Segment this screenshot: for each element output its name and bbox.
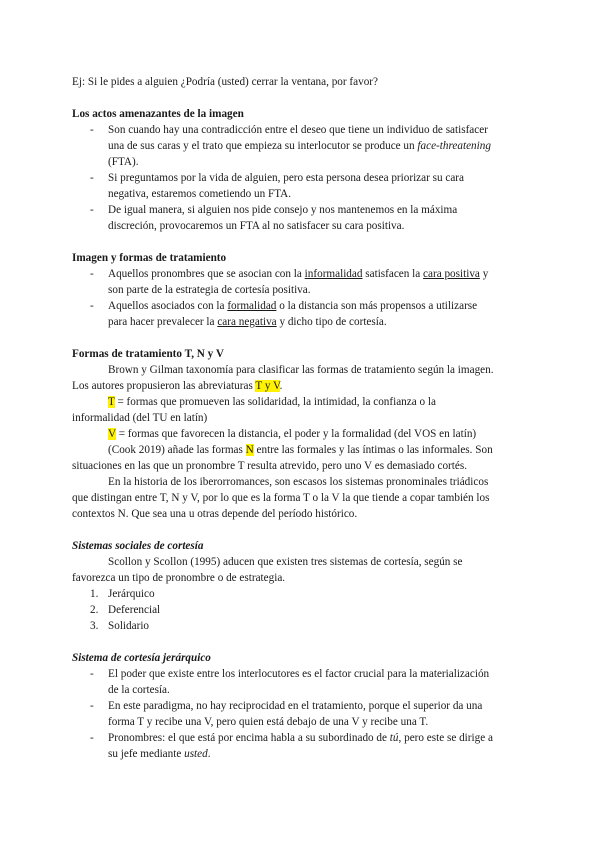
sec4-p1-line1: Scollon y Scollon (1995) aducen que existen tres sistemas de cortesía, según se [108, 556, 463, 568]
sec1-bullet3-line1: De igual manera, si alguien nos pide consejo y nos mantenemos en la máxima [108, 204, 458, 216]
sec2-bullet2-line1: Aquellos asociados con la formalidad o la distancia son más propensos a utilizarse [108, 300, 478, 312]
term-face-threatening: face-threatening [417, 140, 491, 152]
sec1-bullet1-line3: (FTA). [108, 156, 139, 168]
sec5-bullet2-line1: En este paradigma, no hay reciprocidad en el tratamiento, porque el superior da una [108, 700, 483, 712]
bullet-dash: - [90, 204, 94, 216]
bullet-dash: - [90, 268, 94, 280]
underlined-cara-positiva: cara positiva [423, 268, 480, 280]
sec1-bullet2-line1: Si preguntamos por la vida de alguien, pero esta persona desea priorizar su cara [108, 172, 465, 184]
sec3-p1-line1: Brown y Gilman taxonomía para clasificar las formas de tratamiento según la imagen. [108, 364, 494, 376]
sec1-bullet1-line1: Son cuando hay una contradicción entre el deseo que tiene un individuo de satisfacer [108, 124, 488, 136]
bullet-dash: - [90, 124, 94, 136]
highlight-v: V [108, 428, 116, 440]
highlight-t: T [108, 396, 115, 408]
sec1-bullet3-line2: discreción, provocaremos un FTA al no satisfacer su cara positiva. [108, 220, 405, 232]
list-item: 1. [90, 588, 99, 600]
sec4-p1-line2: favorezca un tipo de pronombre o de estrategia. [72, 572, 286, 584]
bullet-dash: - [90, 732, 94, 744]
highlight-t-y-v: T y V [255, 380, 280, 392]
sec5-bullet2-line2: forma T y recibe una V, pero quien está debajo de una V y recibe una T. [108, 716, 429, 728]
heading-imagen-formas: Imagen y formas de tratamiento [72, 252, 227, 264]
list-item-label: Solidario [108, 620, 150, 632]
sec2-bullet1-line2: son parte de la estrategia de cortesía positiva. [108, 284, 311, 296]
sec3-p2-line1: T = formas que promueven las solidaridad, la intimidad, la confianza o la [108, 396, 436, 408]
highlight-n: N [245, 444, 254, 456]
bullet-dash: - [90, 300, 94, 312]
term-tu: tú [389, 732, 399, 744]
list-item-label: Deferencial [108, 604, 161, 616]
heading-actos-amenazantes: Los actos amenazantes de la imagen [72, 108, 244, 120]
underlined-informalidad: informalidad [304, 268, 363, 280]
bullet-dash: - [90, 700, 94, 712]
sec3-p4-line1: (Cook 2019) añade las formas N entre las formales y las íntimas o las informales. Son [108, 444, 493, 456]
sec1-bullet2-line2: negativa, estaremos cometiendo un FTA. [108, 188, 292, 200]
example-sentence: Ej: Si le pides a alguien ¿Podría (usted) cerrar la ventana, por favor? [72, 76, 378, 88]
heading-sistema-jerarquico: Sistema de cortesía jerárquico [72, 652, 211, 664]
bullet-dash: - [90, 172, 94, 184]
sec2-bullet1-line1: Aquellos pronombres que se asocian con la informalidad satisfacen la cara positiva y [108, 268, 489, 280]
sec5-bullet1-line1: El poder que existe entre los interlocutores es el factor crucial para la materialización [108, 668, 490, 680]
list-item: 2. [90, 604, 99, 616]
sec3-p3-line1: V = formas que favorecen la distancia, el poder y la formalidad (del VOS en latín) [108, 428, 477, 440]
heading-sistemas-sociales: Sistemas sociales de cortesía [72, 540, 204, 552]
sec3-p1-line2: Los autores propusieron las abreviaturas T y V. [72, 380, 283, 392]
sec5-bullet1-line2: de la cortesía. [108, 684, 170, 696]
list-item: 3. [90, 620, 99, 632]
sec2-bullet2-line2: para hacer prevalecer la cara negativa y dicho tipo de cortesía. [108, 316, 387, 328]
bullet-dash: - [90, 668, 94, 680]
term-usted: usted [184, 748, 208, 760]
sec3-p4-line2: situaciones en las que un pronombre T resulta atrevido, pero uno V es demasiado cortés. [72, 460, 467, 472]
heading-formas-tratamiento: Formas de tratamiento T, N y V [72, 348, 224, 360]
sec3-p5-line1: En la historia de los iberorromances, son escasos los sistemas pronominales triádicos [108, 476, 489, 488]
list-item-label: Jerárquico [108, 588, 155, 600]
sec1-bullet1-line2: una de sus caras y el trato que empieza su interlocutor se produce un face-threatening [108, 140, 491, 152]
sec3-p5-line2: que distingan entre T, N y V, por lo que es la forma T o la V la que tiende a copar también los [72, 492, 490, 504]
sec5-bullet3-line1: Pronombres: el que está por encima habla a su subordinado de tú, pero este se dirige a [108, 732, 493, 744]
sec3-p2-line2: informalidad (del TU en latín) [72, 412, 208, 424]
underlined-formalidad: formalidad [227, 300, 277, 312]
underlined-cara-negativa: cara negativa [217, 316, 277, 328]
sec3-p5-line3: contextos N. Que sea una u otras depende del período histórico. [72, 508, 358, 520]
sec5-bullet3-line2: su jefe mediante usted. [108, 748, 211, 760]
